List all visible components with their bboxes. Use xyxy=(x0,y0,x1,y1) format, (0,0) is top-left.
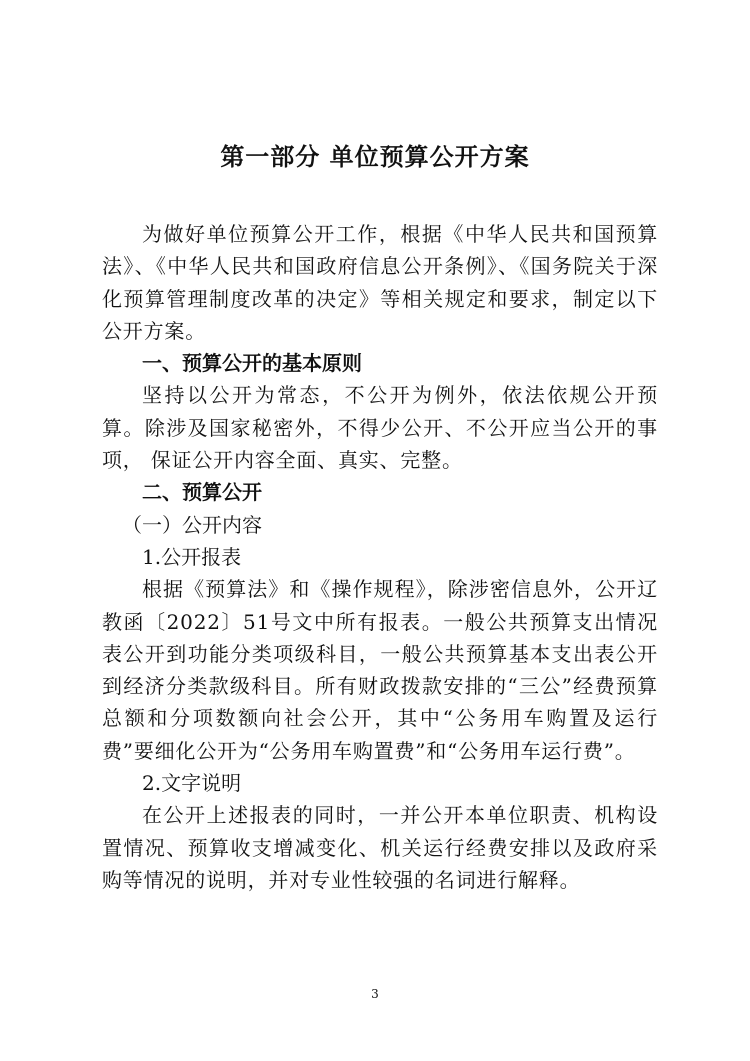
page-title: 第一部分 单位预算公开方案 xyxy=(220,143,530,171)
item-2-paragraph: 在公开上述报表的同时，一并公开本单位职责、机构设置情况、预算收支增减变化、机关运行经费安排以及政府采购等情况的说明，并对专业性较强的名词进行解释。 xyxy=(102,803,658,892)
item-2-title: 2.文字说明 xyxy=(142,771,242,796)
section-1-heading: 一、预算公开的基本原则 xyxy=(142,351,362,376)
document-body xyxy=(102,218,658,896)
item-1-paragraph: 根据《预算法》和《操作规程》，除涉密信息外，公开辽教函〔2022〕51号文中所有报表。一般公共预算支出情况表公开到功能分类项级科目，一般公共预算基本支出表公开到经济分类款级科目。所有财政拨款安排的“三公”经费预算总额和分项数额向社会公开，其中“公务用车购置及运行费”要细化公开为“公务用车购置费”和“公务用车运行费”。 xyxy=(102,577,658,763)
page-number: 3 xyxy=(371,987,379,1001)
intro-paragraph: 为做好单位预算公开工作，根据《中华人民共和国预算法》、《中华人民共和国政府信息公开条例》、《国务院关于深化预算管理制度改革的决定》等相关规定和要求，制定以下公开方案。 xyxy=(102,222,658,343)
subsection-heading: （一）公开内容 xyxy=(122,512,262,537)
section-1-paragraph: 坚持以公开为常态，不公开为例外，依法依规公开预算。除涉及国家秘密外，不得少公开、不公开应当公开的事项， 保证公开内容全面、真实、完整。 xyxy=(102,383,658,473)
item-1-title: 1.公开报表 xyxy=(142,544,242,569)
section-2-heading: 二、预算公开 xyxy=(142,480,262,505)
